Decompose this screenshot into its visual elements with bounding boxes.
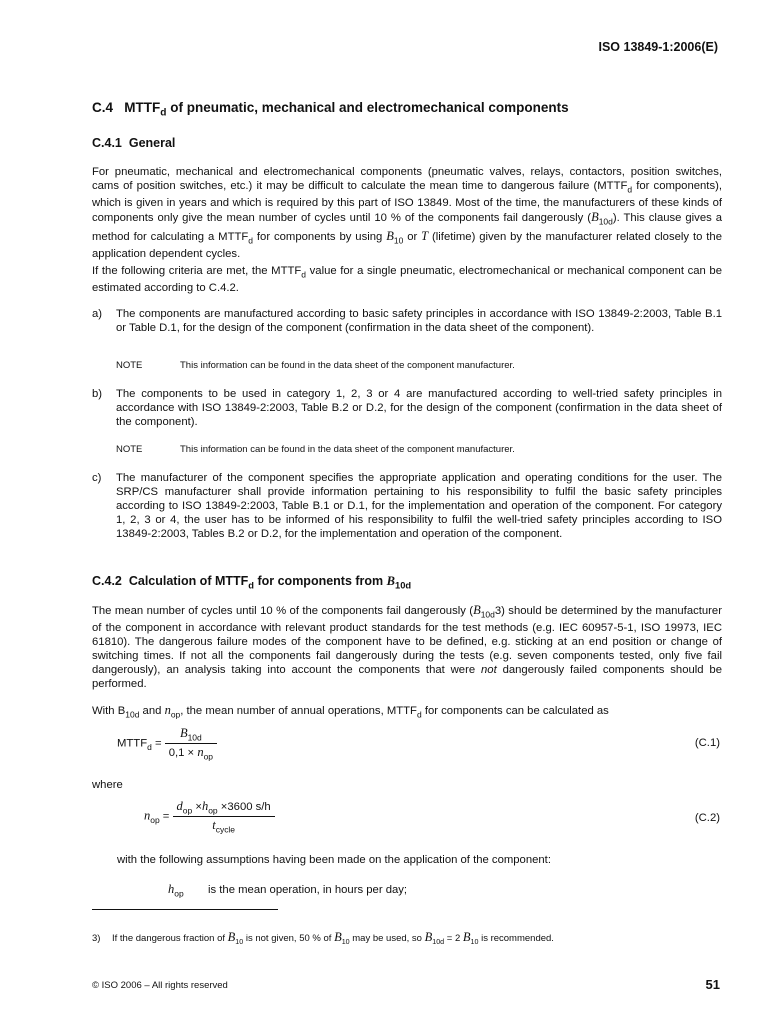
footnote-divider	[92, 909, 278, 910]
page-number: 51	[705, 977, 720, 992]
list-item-a: a) The components are manufactured according to basic safety principles in accordance with ISO 13849-2:2003, Table B.1 or Table D.1, for the design of the component (confirmation in the data sheet of the component).	[92, 308, 722, 334]
definition-hop: $h_{op}$ is the mean operation, in hours per day;	[168, 882, 408, 899]
copyright-notice: © ISO 2006 – All rights reserved	[92, 980, 228, 991]
equation-c2: $n_{op}$ = $\frac{d_{op} \times h_{op} \times 3600 s/h}{t_{cycle}}$	[144, 799, 275, 835]
section-number: C.4	[92, 100, 114, 115]
footnote-3: 3) If the dangerous fraction of $B_{10}$ is not given, 50 % of $B_{10}$ may be used, so $B_{10d} = 2$ $B_{10}$ is recommended.	[92, 930, 554, 946]
equation-c1: $MTTF_d$ = $\frac{B_{10d}}{0,1 \times n_{op}}$	[117, 726, 217, 762]
assumptions-text: with the following assumptions having been made on the application of the component:	[117, 854, 551, 866]
paragraph-general: For pneumatic, mechanical and electromechanical components (pneumatic valves, relays, contactors, position switches, cams of position switches, etc.) it may be difficult to calculate the mean time to dangerous failure ($MTTF_d$ for components), which is given in years and which is required by this part of ISO 13849. Most of the time, the manufacturers of these kinds of components only give the mean number of cycles until 10 % of the components fail dangerously $(B_{10d})$. This clause gives a method for calculating a $MTTF_d$ for components by using $B_{10}$ or T (lifetime) given by the manufacturer related closely to the application dependent cycles.	[92, 166, 723, 260]
where-label: where	[92, 779, 123, 791]
list-item-b: b) The components to be used in category 1, 2, 3 or 4 are manufactured according to well-tried safety principles in accordance with ISO 13849-2:2003, Table B.2 or D.2, for the design of the component (confirmation in the data sheet of the component).	[92, 388, 722, 428]
equation-number-c2: (C.2)	[694, 812, 720, 824]
fraction: $\frac{B_{10d}}{0,1 \times n_{op}}$	[165, 726, 217, 762]
section-heading-c4: C.4 $MTTF_d$ of pneumatic, mechanical and electromechanical components	[92, 100, 569, 119]
note-a: NOTE This information can be found in the data sheet of the component manufacturer.	[116, 360, 515, 371]
equation-number-c1: (C.1)	[694, 737, 720, 749]
fraction: $\frac{d_{op} \times h_{op} \times 3600 s/h}{t_{cycle}}$	[173, 799, 275, 835]
list-item-c: c) The manufacturer of the component specifies the appropriate application and operating conditions for the user. The SRP/CS manufacturer shall provide information pertaining to his responsibility to fulfil the basic safety principles according to ISO 13849-2:2003, Table B.1 or D.1, for the implementation and operation of the component. For category 1, 2, 3 or 4, the user has to be informed of his responsibility to fulfil the well-tried safety principles according to ISO 13849-2:2003, Tables B.2 or D.2, for the implementation and operation of the component.	[92, 472, 722, 540]
note-b: NOTE This information can be found in the data sheet of the component manufacturer.	[116, 444, 515, 455]
paragraph-annual-operations: With $B_{10d}$ and $n_{op}$, the mean number of annual operations, $MTTF_d$ for components can be calculated as	[92, 703, 609, 720]
paragraph-b10d: The mean number of cycles until 10 % of the components fail dangerously $(B_{10d}3)$ should be determined by the manufacturer of the component in accordance with relevant product standards for the test methods (e.g. IEC 60957-5-1, ISO 19973, IEC 61810). The dangerous failure modes of the component have to be defined, e.g. sticking at an end position or change of switching times. If not all the components fail dangerously during the tests (e.g. seven components tested, only five fail dangerously), an analysis taking into account the components that were not dangerously failed components should be performed.	[92, 603, 722, 691]
section-heading-c42: C.4.2 Calculation of $MTTF_d$ for components from $B_{10d}$	[92, 574, 412, 591]
document-id: ISO 13849-1:2006(E)	[598, 40, 718, 54]
section-heading-c41: C.4.1 General	[92, 136, 176, 150]
paragraph-criteria: If the following criteria are met, the $MTTF_d$ value for a single pneumatic, electromechanical or mechanical component can be estimated according to C.4.2.	[92, 265, 722, 295]
